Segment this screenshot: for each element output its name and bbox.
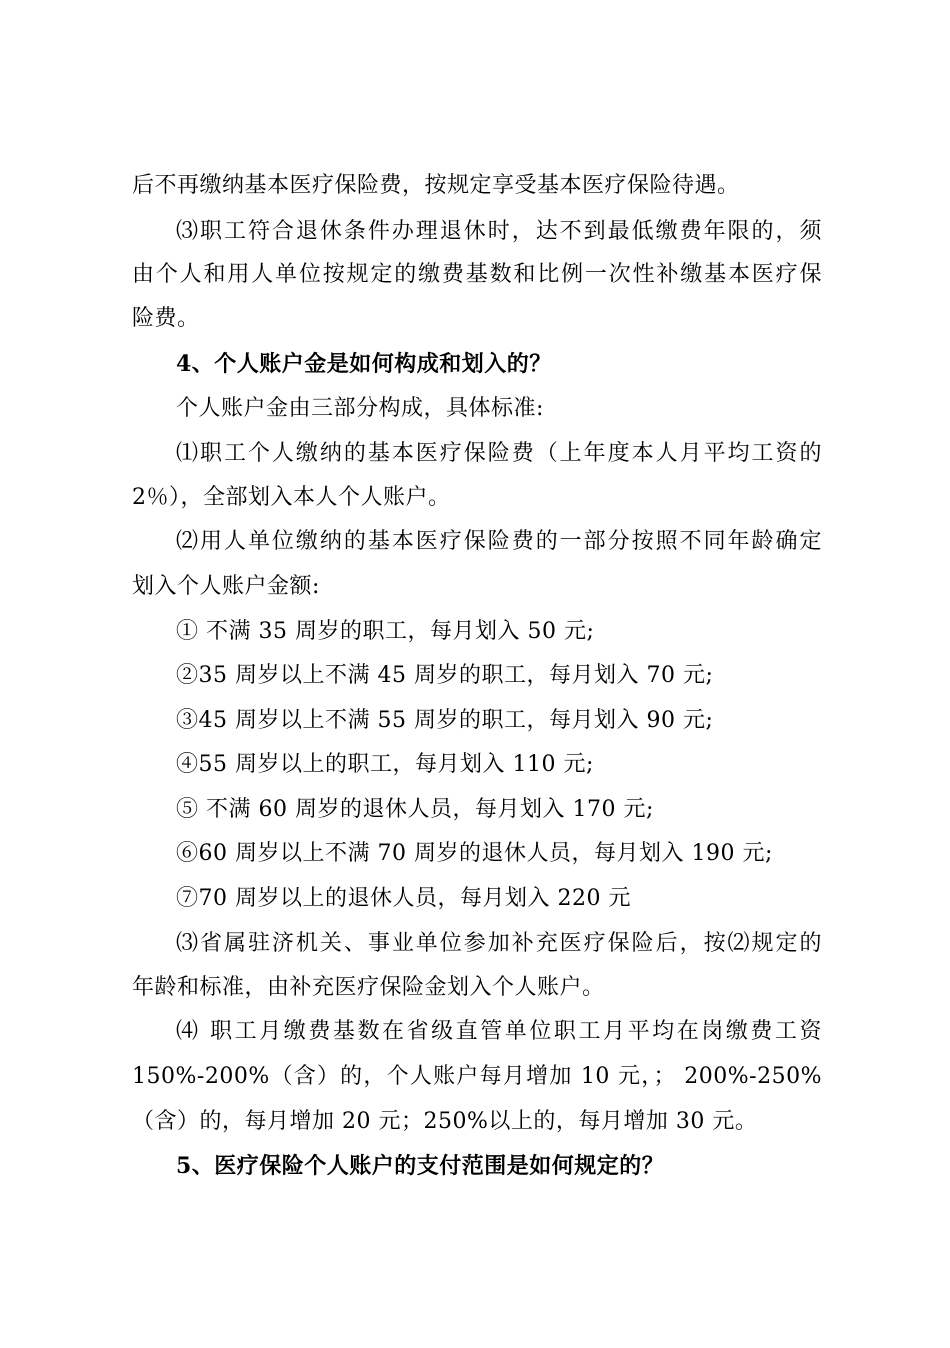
paragraph-line: （含）的，每月增加 20 元；250%以上的，每月增加 30 元。 [132,1109,758,1134]
paragraph-line: 后不再缴纳基本医疗保险费，按规定享受基本医疗保险待遇。 [132,173,740,198]
paragraph-line: ⑵用人单位缴纳的基本医疗保险费的一部分按照不同年龄确定 [176,529,822,554]
section-heading: 5、医疗保险个人账户的支付范围是如何规定的？ [176,1153,665,1179]
list-item: ⑤ 不满 60 周岁的退休人员，每月划入 170 元; [176,797,654,822]
paragraph-line: 个人账户金由三部分构成，具体标准: [176,396,544,421]
paragraph-line: ⑴职工个人缴纳的基本医疗保险费（上年度本人月平均工资的 [176,441,822,466]
list-item: ① 不满 35 周岁的职工，每月划入 50 元; [176,619,595,644]
list-item: ⑥60 周岁以上不满 70 周岁的退休人员，每月划入 190 元; [176,841,773,866]
paragraph-line: 险费。 [132,306,200,331]
section-heading: 4、个人账户金是如何构成和划入的？ [176,351,552,377]
list-item: ③45 周岁以上不满 55 周岁的职工，每月划入 90 元; [176,708,714,733]
paragraph-line: ⑶职工符合退休条件办理退休时，达不到最低缴费年限的，须 [176,219,822,244]
paragraph-line: 150%-200%（含）的，个人账户每月增加 10 元，； 200%-250% [132,1064,822,1089]
paragraph-line: 划入个人账户金额: [132,574,320,599]
paragraph-line: ⑶省属驻济机关、事业单位参加补充医疗保险后，按⑵规定的 [176,931,822,956]
list-item: ⑦70 周岁以上的退休人员，每月划入 220 元 [176,886,631,911]
paragraph-line: 年龄和标准，由补充医疗保险金划入个人账户。 [132,975,605,1000]
list-item: ②35 周岁以上不满 45 周岁的职工，每月划入 70 元; [176,663,714,688]
list-item: ④55 周岁以上的职工，每月划入 110 元; [176,752,594,777]
paragraph-line: ⑷ 职工月缴费基数在省级直管单位职工月平均在岗缴费工资 [176,1019,822,1044]
paragraph-line: 2％），全部划入本人个人账户。 [132,485,451,510]
paragraph-line: 由个人和用人单位按规定的缴费基数和比例一次性补缴基本医疗保 [132,262,822,287]
